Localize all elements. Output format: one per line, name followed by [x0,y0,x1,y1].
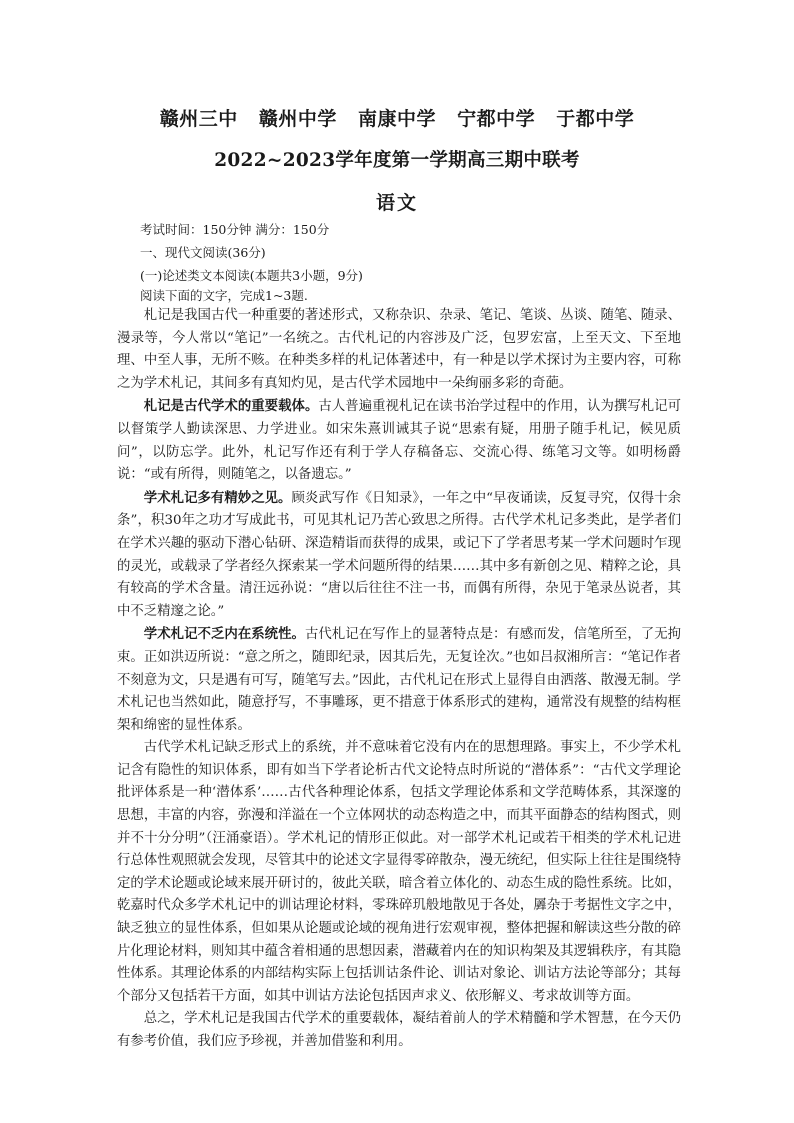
paragraph-6: 总之，学术札记是我国古代学术的重要载体，凝结着前人的学术精髓和学术智慧，在今天仍有参考价值，我们应予珍视，并善加借鉴和利用。 [117,1011,681,1049]
paragraph-3-body: 顾炎武写作《日知录》，一年之中“早夜诵读，反复寻究，仅得十余条”，积30年之功才写成此书，可见其札记乃苦心致思之所得。古代学术札记多类此，是学者们在学术兴趣的驱动下潜心钻研、深造精诣而获得的成果，或记下了学者思考某一学术问题时乍现的灵光，或载录了学者经久探索某一学术问题所得的结果……其中多有新创之见、精粹之论，具有较高的学术含量。清汪远孙说：“唐以后往往不注一书，而偶有所得，杂见于笔录丛说者，其中不乏精邃之论。” [117,490,681,619]
exam-title: 2022~2023学年度第一学期高三期中联考 [214,150,580,171]
reading-instruction: 阅读下面的文字，完成1~3题. [140,288,308,303]
schools-header: 赣州三中 赣州中学 南康中学 宁都中学 于都中学 [159,108,635,130]
subsection-heading: (一)论述类文本阅读(本题共3小题，9分) [140,268,363,283]
exam-time-score: 考试时间：150分钟 满分：150分 [140,222,330,237]
section-heading: 一、现代文阅读(36分) [140,245,266,260]
subject-title: 语文 [375,192,418,214]
paragraph-4 [117,623,681,737]
paragraph-4-body: 古代札记在写作上的显著特点是：有感而发，信笔所至，了无拘束。正如洪迈所说：“意之所之，随即纪录，因其后先，无复诠次。”也如吕叔湘所言：“笔记作者不刻意为文，只是遇有可写，随笔写去。”因此，古代札记在形式上显得自由洒落、散漫无制。学术札记也当然如此，随意抒写，不事雕琢，更不措意于体系形式的建构，通常没有规整的结构框架和绵密的显性体系。 [117,627,682,733]
paragraph-3-lead: 学术札记多有精妙之见。 [143,489,292,506]
reading-passage [117,305,681,1054]
paragraph-4-lead: 学术札记不乏内在系统性。 [143,626,305,643]
paragraph-2-body: 古人普遍重视札记在读书治学过程中的作用，认为撰写札记可以督策学人勤读深思、力学进业。如宋朱熹训诫其子说“思索有疑，用册子随手札记，候见质问”，以防忘学。此外，札记写作还有利于学人存稿备忘、交流心得、练笔习文等。如明杨爵说：“或有所得，则随笔之，以备遗忘。” [117,399,682,483]
paragraph-2 [117,395,681,486]
paragraph-1: 札记是我国古代一种重要的著述形式，又称杂识、杂录、笔记、笔谈、丛谈、随笔、随录、漫录等，今人常以“笔记”一名统之。古代札记的内容涉及广泛，包罗宏富，上至天文、下至地理、中至人事，无所不赅。在种类多样的札记体著述中，有一种是以学术探讨为主要内容，可称之为学术札记，其间多有真知灼见，是古代学术园地中一朵绚丽多彩的奇葩。 [117,308,681,391]
paragraph-5: 古代学术札记缺乏形式上的系统，并不意味着它没有内在的思想理路。事实上，不少学术札记含有隐性的知识体系，即有如当下学者论析古代文论特点时所说的“潜体系”：“古代文学理论批评体系是一种‘潜体系’……古代各种理论体系，包括文学理论体系和文学范畴体系，其深邃的思想，丰富的内容，弥漫和洋溢在一个立体网状的动态构造之中，而其平面静态的结构图式，则并不十分分明”（汪涌豪语）。学术札记的情形正似此。对一部学术札记或若干相类的学术札记进行总体性观照就会发现，尽管其中的论述文字显得零碎散杂，漫无统纪，但实际上往往是围绕特定的学术论题或论域来展开研讨的，彼此关联，暗含着立体化的、动态生成的隐性系统。比如，乾嘉时代众多学术札记中的训诂理论材料，零珠碎玑般地散见于各处，羼杂于考据性文字之中，缺乏独立的显性体系，但如果从论题或论域的视角进行宏观审视，整体把握和解读这些分散的碎片化理论材料，则知其中蕴含着相通的思想因素，潜藏着内在的知识构架及其逻辑秩序，有其隐性体系。其理论体系的内部结构实际上包括训诂条件论、训诂对象论、训诂方法论等部分；其每个部分又包括若干方面，如其中训诂方法论包括因声求义、依形解义、考求故训等方面。 [117,740,681,1004]
paragraph-3 [117,487,681,624]
paragraph-2-lead: 札记是古代学术的重要载体。 [143,398,319,415]
